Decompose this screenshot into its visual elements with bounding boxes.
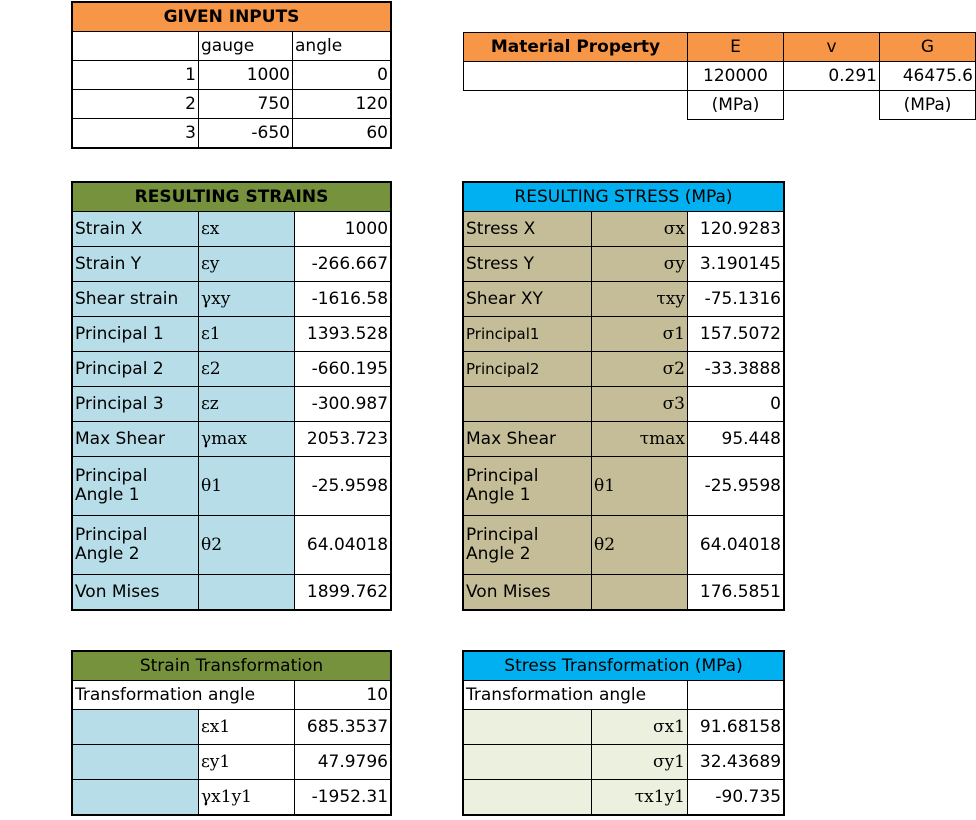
strain-label: Von Mises: [73, 575, 199, 610]
stress-value: -33.3888: [688, 352, 784, 387]
stress-transform-symbol: σx1: [592, 710, 688, 745]
strain-value: -266.667: [295, 247, 391, 282]
given-gauge-cell[interactable]: 750: [199, 90, 293, 119]
material-g-value: 46475.6: [880, 62, 976, 91]
given-angle-cell[interactable]: 120: [293, 90, 391, 119]
stress-value: 64.04018: [688, 516, 784, 575]
stress-label: [464, 387, 592, 422]
stress-transformation-angle-input[interactable]: [688, 681, 784, 710]
strain-symbol: εy: [199, 247, 295, 282]
stress-label: Stress Y: [464, 247, 592, 282]
stress-symbol: θ2: [592, 516, 688, 575]
strain-symbol: γmax: [199, 422, 295, 457]
transform-blank-cell: [464, 780, 592, 815]
strain-symbol: ε1: [199, 317, 295, 352]
material-property-title: Material Property: [464, 33, 688, 62]
strain-label: Shear strain: [73, 282, 199, 317]
material-e-unit: (MPa): [688, 91, 784, 120]
stress-transformation-table: [463, 651, 784, 815]
material-header-g: G: [880, 33, 976, 62]
stress-label: Principal1: [464, 317, 592, 352]
stress-value: -25.9598: [688, 457, 784, 516]
stress-label: Principal2: [464, 352, 592, 387]
given-row-number: 1: [73, 61, 199, 90]
strain-transform-symbol: γx1y1: [199, 780, 295, 815]
transform-blank-cell: [73, 745, 199, 780]
given-gauge-cell[interactable]: -650: [199, 119, 293, 148]
stress-transform-symbol: σy1: [592, 745, 688, 780]
strain-symbol: εx: [199, 212, 295, 247]
strain-value: 1899.762: [295, 575, 391, 610]
material-g-unit: (MPa): [880, 91, 976, 120]
resulting-stress-table: [463, 182, 784, 610]
strain-transform-value: 685.3537: [295, 710, 391, 745]
given-header-gauge: gauge: [199, 32, 293, 61]
strain-transform-value: 47.9796: [295, 745, 391, 780]
strain-symbol: εz: [199, 387, 295, 422]
strain-value: -300.987: [295, 387, 391, 422]
resulting-stress-title: RESULTING STRESS (MPa): [464, 183, 784, 212]
strain-label: Principal Angle 1: [73, 457, 199, 516]
strain-transformation-table: [72, 651, 391, 815]
stress-symbol: σy: [592, 247, 688, 282]
stress-label: Shear XY: [464, 282, 592, 317]
stress-label: Principal Angle 1: [464, 457, 592, 516]
strain-label: Principal 2: [73, 352, 199, 387]
stress-symbol: [592, 575, 688, 610]
transform-blank-cell: [73, 710, 199, 745]
stress-transform-symbol: τx1y1: [592, 780, 688, 815]
given-row-number: 2: [73, 90, 199, 119]
stress-transformation-angle-label: Transformation angle: [464, 681, 688, 710]
given-row-number: 3: [73, 119, 199, 148]
stress-symbol: σ2: [592, 352, 688, 387]
stress-transform-value: 91.68158: [688, 710, 784, 745]
strain-transform-value: -1952.31: [295, 780, 391, 815]
strain-symbol: [199, 575, 295, 610]
strain-value: 64.04018: [295, 516, 391, 575]
given-inputs-title: GIVEN INPUTS: [73, 3, 391, 32]
material-property-table: [463, 32, 976, 120]
transform-blank-cell: [464, 710, 592, 745]
stress-transform-value: -90.735: [688, 780, 784, 815]
strain-value: -25.9598: [295, 457, 391, 516]
resulting-strains-table: [72, 182, 391, 610]
strain-value: 2053.723: [295, 422, 391, 457]
strain-transformation-angle-label: Transformation angle: [73, 681, 295, 710]
transform-blank-cell: [73, 780, 199, 815]
stress-value: 0: [688, 387, 784, 422]
material-e-value[interactable]: 120000: [688, 62, 784, 91]
given-gauge-cell[interactable]: 1000: [199, 61, 293, 90]
stress-transform-value: 32.43689: [688, 745, 784, 780]
strain-symbol: θ2: [199, 516, 295, 575]
material-blank-cell: [464, 62, 688, 91]
stress-value: -75.1316: [688, 282, 784, 317]
material-units-spacer: [464, 91, 688, 120]
stress-value: 176.5851: [688, 575, 784, 610]
stress-symbol: σ3: [592, 387, 688, 422]
stress-symbol: σ1: [592, 317, 688, 352]
material-header-e: E: [688, 33, 784, 62]
strain-label: Principal Angle 2: [73, 516, 199, 575]
given-header-blank: [73, 32, 199, 61]
strain-transformation-title: Strain Transformation: [73, 652, 391, 681]
strain-transform-symbol: εx1: [199, 710, 295, 745]
given-angle-cell[interactable]: 60: [293, 119, 391, 148]
stress-symbol: σx: [592, 212, 688, 247]
stress-value: 3.190145: [688, 247, 784, 282]
stress-value: 157.5072: [688, 317, 784, 352]
stress-symbol: τxy: [592, 282, 688, 317]
strain-symbol: γxy: [199, 282, 295, 317]
transform-blank-cell: [464, 745, 592, 780]
given-inputs-table: [72, 2, 391, 148]
stress-value: 95.448: [688, 422, 784, 457]
stress-symbol: θ1: [592, 457, 688, 516]
strain-transformation-angle-input[interactable]: 10: [295, 681, 391, 710]
strain-value: 1000: [295, 212, 391, 247]
stress-label: Von Mises: [464, 575, 592, 610]
strain-label: Strain X: [73, 212, 199, 247]
given-header-angle: angle: [293, 32, 391, 61]
stress-symbol: τmax: [592, 422, 688, 457]
strain-symbol: θ1: [199, 457, 295, 516]
strain-label: Max Shear: [73, 422, 199, 457]
strain-value: 1393.528: [295, 317, 391, 352]
stress-label: Stress X: [464, 212, 592, 247]
given-angle-cell[interactable]: 0: [293, 61, 391, 90]
strain-label: Strain Y: [73, 247, 199, 282]
resulting-strains-title: RESULTING STRAINS: [73, 183, 391, 212]
stress-value: 120.9283: [688, 212, 784, 247]
strain-label: Principal 3: [73, 387, 199, 422]
strain-label: Principal 1: [73, 317, 199, 352]
material-header-v: v: [784, 33, 880, 62]
strain-value: -660.195: [295, 352, 391, 387]
stress-label: Principal Angle 2: [464, 516, 592, 575]
stress-transformation-title: Stress Transformation (MPa): [464, 652, 784, 681]
stress-label: Max Shear: [464, 422, 592, 457]
material-v-value[interactable]: 0.291: [784, 62, 880, 91]
strain-symbol: ε2: [199, 352, 295, 387]
strain-transform-symbol: εy1: [199, 745, 295, 780]
strain-value: -1616.58: [295, 282, 391, 317]
material-v-unit: [784, 91, 880, 120]
